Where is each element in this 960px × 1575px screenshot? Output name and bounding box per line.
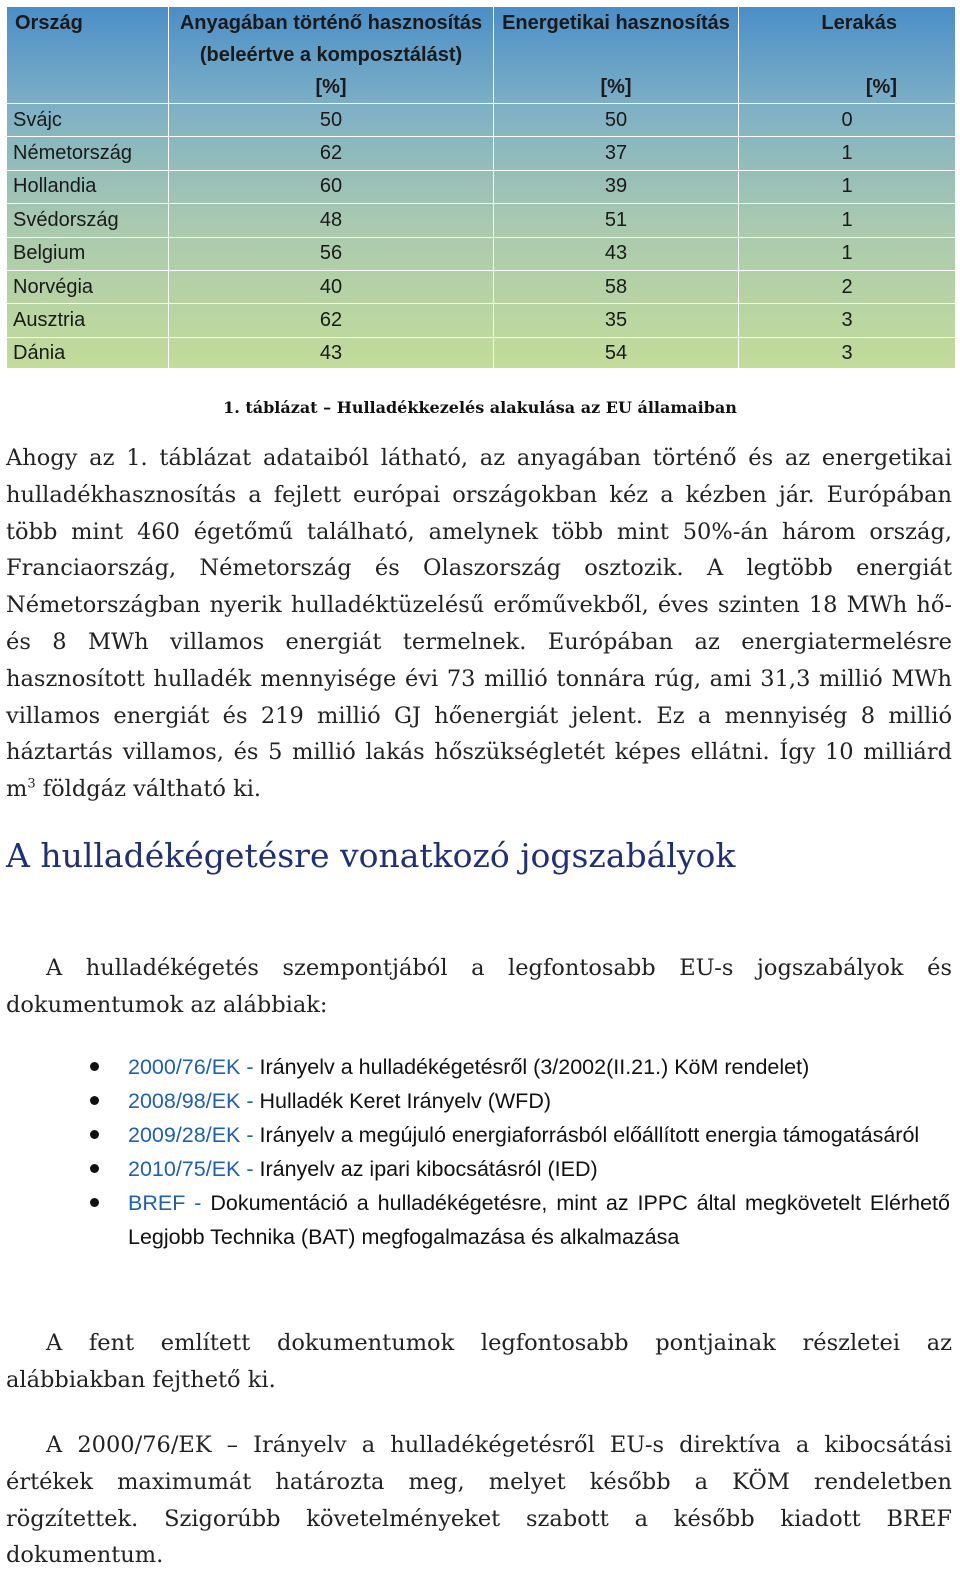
table-row (7, 204, 956, 237)
table-row (7, 137, 956, 170)
header-material (169, 7, 494, 104)
header-landfill-label: Lerakás (821, 12, 897, 34)
table-row (7, 237, 956, 270)
cell-country: Németország (7, 137, 169, 170)
cell-material: 56 (169, 237, 494, 270)
cell-material: 50 (169, 104, 494, 137)
cell-energy: 58 (494, 270, 739, 303)
header-energy-label: Energetikai hasznosítás (502, 12, 730, 34)
regulation-separator: - (240, 1123, 260, 1147)
cell-country: Belgium (7, 237, 169, 270)
regulation-code: BREF (128, 1191, 186, 1215)
cell-landfill: 1 (739, 204, 956, 237)
regulation-code: 2010/75/EK (128, 1157, 241, 1181)
superscript: 3 (27, 776, 36, 792)
header-country (7, 7, 169, 104)
header-landfill (739, 7, 956, 104)
table-caption: 1. táblázat – Hulladékkezelés alakulása az EU államaiban (223, 398, 737, 417)
cell-material: 62 (169, 137, 494, 170)
intro-paragraph (6, 440, 952, 808)
header-material-line2: (beleértve a komposztálást) (199, 44, 463, 66)
list-item (92, 1118, 950, 1152)
table-row (7, 104, 956, 137)
intro-paragraph-tail: földgáz váltható ki. (35, 776, 262, 803)
table-header-row (7, 7, 956, 104)
table-row (7, 337, 956, 370)
table-row (7, 304, 956, 337)
cell-landfill: 1 (739, 137, 956, 170)
directive-paragraph: A 2000/76/EK – Irányelv a hulladékégetésről EU-s direktíva a kibocsátási értékek maximumát határozta meg, melyet később a KÖM rendeletben rögzítettek. Szigorúbb követelményeket szabott a később kiadott BREF dokumentum. (6, 1432, 952, 1569)
waste-management-table (6, 6, 956, 371)
regulation-code: 2000/76/EK (128, 1055, 241, 1079)
regulation-separator: - (240, 1089, 260, 1113)
regulation-separator: - (185, 1191, 211, 1215)
regulation-text: Irányelv az ipari kibocsátásról (IED) (259, 1157, 598, 1181)
cell-energy: 39 (494, 170, 739, 203)
cell-country: Hollandia (7, 170, 169, 203)
header-energy (494, 7, 739, 104)
cell-material: 48 (169, 204, 494, 237)
regulation-text: Dokumentáció a hulladékégetésre, mint az IPPC által megkövetelt Elérhető Legjobb Technika (BAT) megfogalmazása és alkalmazása (128, 1191, 950, 1249)
regulation-text: Irányelv a megújuló energiaforrásból előállított energia támogatásáról (259, 1123, 920, 1147)
header-material-unit: [%] (315, 76, 347, 98)
cell-country: Svájc (7, 104, 169, 137)
regulation-separator: - (240, 1055, 260, 1079)
list-item (92, 1152, 950, 1186)
header-material-line1: Anyagában történő hasznosítás (179, 12, 483, 34)
cell-material: 62 (169, 304, 494, 337)
cell-energy: 35 (494, 304, 739, 337)
cell-country: Norvégia (7, 270, 169, 303)
regulations-list (92, 1050, 950, 1254)
details-paragraph: A fent említett dokumentumok legfontosabb pontjainak részletei az alábbiakban fejthető ki. (6, 1330, 952, 1393)
cell-landfill: 3 (739, 337, 956, 370)
cell-landfill: 0 (739, 104, 956, 137)
header-country-label: Ország (15, 12, 83, 34)
regulation-text: Hulladék Keret Irányelv (WFD) (259, 1089, 552, 1113)
cell-landfill: 1 (739, 237, 956, 270)
header-energy-unit: [%] (600, 76, 632, 98)
regulation-code: 2009/28/EK (128, 1123, 241, 1147)
intro-paragraph-text: Ahogy az 1. táblázat adataiból látható, az anyagában történő és az energetikai hulladékhasznosítás a fejlett európai országokban kéz a kézben jár. Európában több mint 460 égetőmű található, amelynek több mint 50%-án három ország, Franciaország, Németország és Olaszország osztozik. A legtöbb energiát Németországban nyerik hulladéktüzelésű erőművekből, éves szinten 18 MWh hő- és 8 MWh villamos energiát termelnek. Európában az energiatermelésre hasznosított hulladék mennyisége évi 73 millió tonnára rúg, ami 31,3 millió MWh villamos energiát és 219 millió GJ hőenergiát jelent. Ez a mennyiség 8 millió háztartás villamos, és 5 millió lakás hőszükségletét képes ellátni. Így 10 milliárd m (6, 445, 952, 803)
cell-landfill: 3 (739, 304, 956, 337)
list-item (92, 1186, 950, 1254)
cell-material: 43 (169, 337, 494, 370)
regulation-code: 2008/98/EK (128, 1089, 241, 1113)
cell-country: Ausztria (7, 304, 169, 337)
regulation-text: Irányelv a hulladékégetésről (3/2002(II.21.) KöM rendelet) (259, 1055, 810, 1079)
cell-energy: 54 (494, 337, 739, 370)
regulations-intro-paragraph: A hulladékégetés szempontjából a legfontosabb EU-s jogszabályok és dokumentumok az alábbiak: (6, 955, 952, 1018)
cell-energy: 51 (494, 204, 739, 237)
cell-country: Svédország (7, 204, 169, 237)
list-item (92, 1050, 950, 1084)
cell-landfill: 2 (739, 270, 956, 303)
cell-energy: 43 (494, 237, 739, 270)
header-landfill-unit: [%] (865, 76, 897, 98)
regulation-separator: - (240, 1157, 260, 1181)
cell-energy: 37 (494, 137, 739, 170)
cell-material: 60 (169, 170, 494, 203)
cell-energy: 50 (494, 104, 739, 137)
cell-country: Dánia (7, 337, 169, 370)
section-title: A hulladékégetésre vonatkozó jogszabályok (6, 836, 736, 875)
list-item (92, 1084, 950, 1118)
table-row (7, 170, 956, 203)
cell-landfill: 1 (739, 170, 956, 203)
cell-material: 40 (169, 270, 494, 303)
table-row (7, 270, 956, 303)
